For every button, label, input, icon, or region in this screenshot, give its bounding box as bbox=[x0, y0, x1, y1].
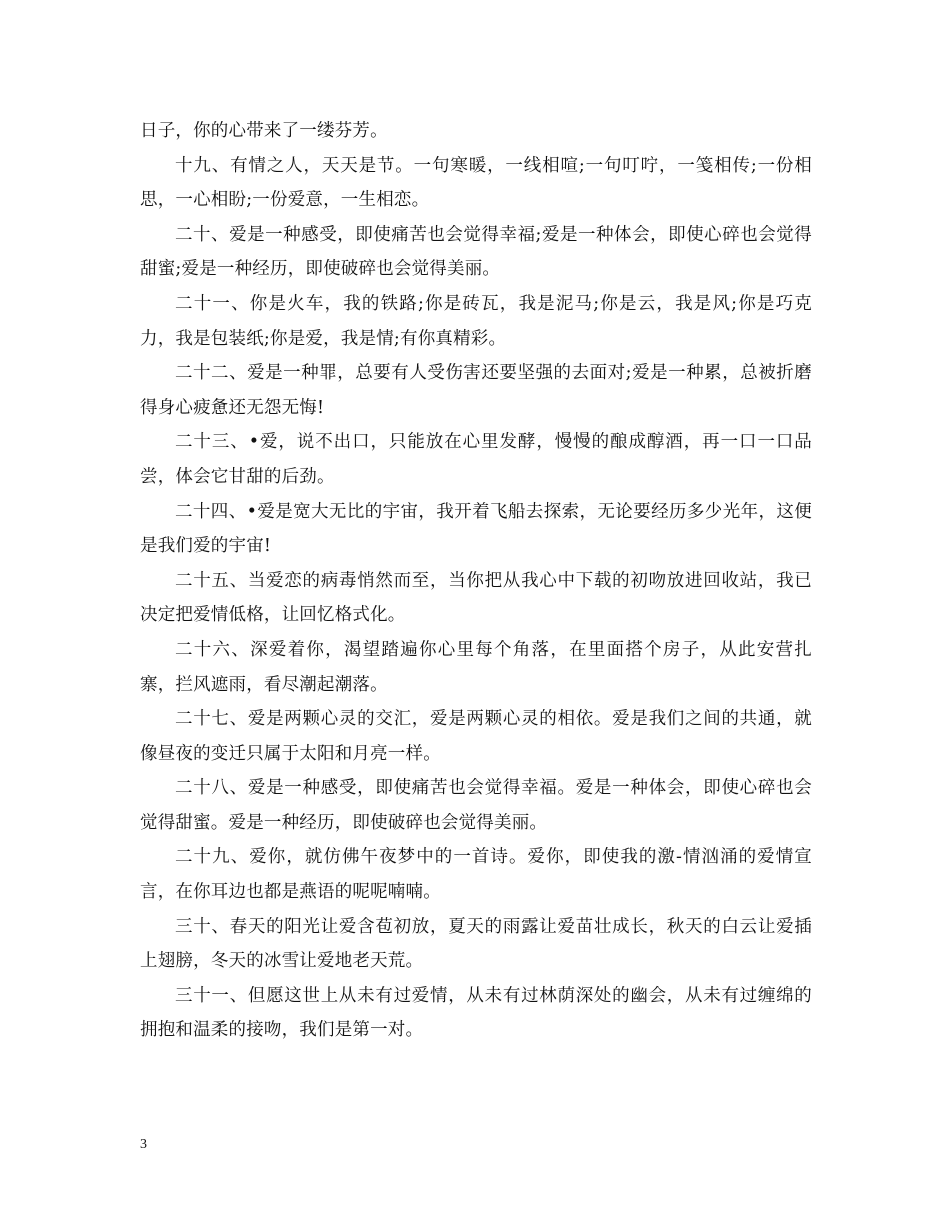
paragraph-23: 二十三、•爱，说不出口，只能放在心里发酵，慢慢的酿成醇酒，再一口一口品尝，体会它甘甜的后劲。 bbox=[140, 432, 812, 487]
paragraph-28: 二十八、爱是一种感受，即使痛苦也会觉得幸福。爱是一种体会，即使心碎也会觉得甜蜜。爱是一种经历，即使破碎也会觉得美丽。 bbox=[140, 778, 812, 833]
paragraph-29: 二十九、爱你，就仿佛午夜梦中的一首诗。爱你，即使我的激-情汹涌的爱情宣言，在你耳边也都是燕语的呢呢喃喃。 bbox=[140, 847, 812, 903]
paragraph-19: 十九、有情之人，天天是节。一句寒暖，一线相喧;一句叮咛，一笺相传;一份相思，一心相盼;一份爱意，一生相恋。 bbox=[140, 155, 812, 211]
paragraph-25: 二十五、当爱恋的病毒悄然而至，当你把从我心中下载的初吻放进回收站，我已决定把爱情低格，让回忆格式化。 bbox=[140, 570, 812, 626]
paragraph-31: 三十一、但愿这世上从未有过爱情，从未有过林荫深处的幽会，从未有过缠绵的拥抱和温柔的接吻，我们是第一对。 bbox=[140, 985, 812, 1041]
paragraph-21: 二十一、你是火车，我的铁路;你是砖瓦，我是泥马;你是云，我是风;你是巧克力，我是包装纸;你是爱，我是情;有你真精彩。 bbox=[140, 293, 812, 349]
paragraph-26: 二十六、深爱着你，渴望踏遍你心里每个角落，在里面搭个房子，从此安营扎寨，拦风遮雨，看尽潮起潮落。 bbox=[140, 639, 812, 695]
document-body bbox=[140, 114, 812, 1048]
paragraph-30: 三十、春天的阳光让爱含苞初放，夏天的雨露让爱苗壮成长，秋天的白云让爱插上翅膀，冬天的冰雪让爱地老天荒。 bbox=[140, 916, 812, 972]
paragraph-20: 二十、爱是一种感受，即使痛苦也会觉得幸福;爱是一种体会，即使心碎也会觉得甜蜜;爱是一种经历，即使破碎也会觉得美丽。 bbox=[140, 224, 812, 280]
paragraph-24: 二十四、•爱是宽大无比的宇宙，我开着飞船去探索，无论要经历多少光年，这便是我们爱的宇宙! bbox=[140, 501, 812, 557]
paragraph-continuation: 日子，你的心带来了一缕芬芳。 bbox=[140, 121, 388, 141]
page-number: 3 bbox=[140, 1137, 147, 1152]
paragraph-27: 二十七、爱是两颗心灵的交汇，爱是两颗心灵的相依。爱是我们之间的共通，就像昼夜的变迁只属于太阳和月亮一样。 bbox=[140, 709, 812, 764]
paragraph-22: 二十二、爱是一种罪，总要有人受伤害还要坚强的去面对;爱是一种累，总被折磨得身心疲惫还无怨无悔! bbox=[140, 363, 812, 418]
